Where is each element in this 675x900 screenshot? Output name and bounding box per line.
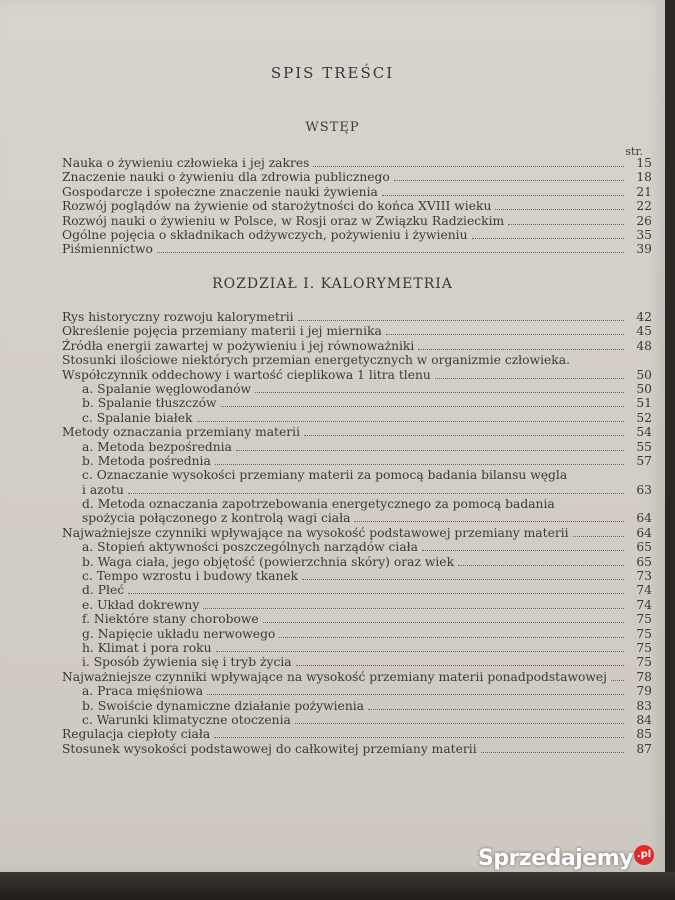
toc-entry bbox=[62, 612, 652, 626]
toc-entry bbox=[62, 569, 652, 583]
toc-entry bbox=[62, 555, 652, 569]
toc-leader-dots bbox=[313, 165, 624, 167]
section-heading-chapter1: ROZDZIAŁ I. KALORYMETRIA bbox=[212, 276, 453, 292]
toc-page-number: 78 bbox=[636, 669, 652, 684]
toc-entry bbox=[62, 199, 652, 213]
toc-entry-title: b. Waga ciała, jego objętość (powierzchnia skóry) oraz wiek bbox=[82, 554, 455, 569]
toc-entry-title: a. Praca mięśniowa bbox=[82, 684, 204, 699]
toc-leader-dots bbox=[495, 208, 624, 210]
toc-leader-dots bbox=[216, 650, 624, 652]
toc-entry bbox=[62, 511, 652, 525]
toc-entry-title: c. Tempo wzrostu i budowy tkanek bbox=[82, 569, 299, 584]
toc-entry-title: Najważniejsze czynniki wpływające na wysokość przemiany materii ponadpodstawowej bbox=[62, 669, 607, 684]
toc-entry-title: Źródła energii zawartej w pożywieniu i jej równoważniki bbox=[62, 338, 415, 353]
section-heading-wstep: WSTĘP bbox=[305, 120, 360, 135]
toc-page-number: 50 bbox=[636, 381, 652, 396]
toc-entry bbox=[62, 583, 652, 597]
toc-entry-title: b. Metoda pośrednia bbox=[82, 453, 211, 468]
toc-list-chapter1 bbox=[62, 310, 652, 756]
toc-page-number: 73 bbox=[636, 569, 652, 584]
toc-entry bbox=[62, 526, 652, 540]
toc-leader-dots bbox=[207, 693, 624, 695]
toc-entry bbox=[62, 411, 652, 425]
toc-leader-dots bbox=[221, 405, 624, 407]
toc-entry bbox=[62, 156, 652, 170]
toc-entry bbox=[62, 228, 652, 242]
watermark-logo: Sprzedajemy bbox=[478, 846, 633, 871]
toc-page-number: 85 bbox=[636, 727, 652, 742]
toc-leader-dots bbox=[611, 679, 624, 681]
toc-entry-title: Piśmiennictwo bbox=[62, 242, 153, 257]
toc-page-number: 48 bbox=[636, 338, 652, 353]
toc-entry-title: d. Płeć bbox=[82, 583, 125, 598]
toc-leader-dots bbox=[435, 377, 624, 379]
toc-leader-dots bbox=[508, 223, 624, 225]
toc-entry-title: Rys historyczny rozwoju kalorymetrii bbox=[62, 310, 294, 324]
toc-entry bbox=[62, 742, 652, 756]
toc-page-number: 75 bbox=[636, 626, 652, 641]
toc-leader-dots bbox=[368, 708, 624, 710]
toc-leader-dots bbox=[573, 535, 624, 537]
toc-entry bbox=[62, 339, 652, 353]
toc-entry-title: Metody oznaczania przemiany materii bbox=[62, 425, 301, 440]
toc-page-number: 35 bbox=[636, 227, 652, 242]
page-column-label: str. bbox=[625, 145, 643, 158]
toc-entry-title: g. Napięcie układu nerwowego bbox=[82, 626, 276, 641]
toc-leader-dots bbox=[472, 237, 624, 239]
toc-leader-dots bbox=[215, 463, 624, 465]
toc-entry bbox=[62, 425, 652, 439]
toc-leader-dots bbox=[302, 578, 624, 580]
toc-entry-title: Stosunki ilościowe niektórych przemian energetycznych w organizmie człowieka. bbox=[62, 353, 571, 368]
toc-page-number: 65 bbox=[636, 540, 652, 555]
toc-leader-dots bbox=[296, 664, 624, 666]
toc-leader-dots bbox=[157, 251, 624, 253]
toc-page-number: 55 bbox=[636, 439, 652, 454]
toc-leader-dots bbox=[386, 333, 624, 335]
toc-leader-dots bbox=[203, 607, 624, 609]
toc-entry-title: Stosunek wysokości podstawowej do całkowitej przemiany materii bbox=[62, 741, 477, 756]
toc-leader-dots bbox=[263, 621, 624, 623]
toc-page-number: 64 bbox=[636, 525, 652, 540]
toc-entry bbox=[62, 353, 652, 367]
toc-page-number: 18 bbox=[636, 170, 652, 185]
toc-entry-title: Współczynnik oddechowy i wartość cieplikowa 1 litra tlenu bbox=[62, 367, 431, 382]
toc-page-number: 64 bbox=[636, 511, 652, 526]
toc-leader-dots bbox=[304, 434, 624, 436]
toc-page-number: 15 bbox=[636, 156, 652, 170]
toc-entry-title: d. Metoda oznaczania zapotrzebowania energetycznego za pomocą badania bbox=[82, 497, 555, 512]
toc-page-number: 51 bbox=[636, 396, 652, 411]
toc-entry bbox=[62, 727, 652, 741]
toc-entry bbox=[62, 310, 652, 324]
toc-entry-title: i. Sposób żywienia się i tryb życia bbox=[82, 655, 292, 670]
toc-leader-dots bbox=[298, 319, 624, 321]
toc-entry-title: c. Warunki klimatyczne otoczenia bbox=[82, 712, 291, 727]
toc-entry-title: Ogólne pojęcia o składnikach odżywczych, pożywieniu i żywieniu bbox=[62, 227, 468, 242]
toc-entry bbox=[62, 540, 652, 554]
toc-leader-dots bbox=[458, 564, 624, 566]
toc-entry bbox=[62, 641, 652, 655]
toc-leader-dots bbox=[255, 391, 624, 393]
toc-leader-dots bbox=[295, 722, 624, 724]
photo-background-edge bbox=[0, 872, 675, 900]
toc-page-number: 83 bbox=[636, 698, 652, 713]
toc-page-number: 75 bbox=[636, 640, 652, 655]
toc-entry bbox=[62, 468, 652, 482]
toc-page-number: 21 bbox=[636, 184, 652, 199]
toc-entry bbox=[62, 170, 652, 184]
toc-entry-title: Rozwój nauki o żywieniu w Polsce, w Rosji oraz w Związku Radzieckim bbox=[62, 213, 505, 228]
toc-entry-title: f. Niektóre stany chorobowe bbox=[82, 612, 259, 627]
toc-leader-dots bbox=[128, 592, 624, 594]
toc-leader-dots bbox=[128, 492, 624, 494]
toc-entry-title: Znaczenie nauki o żywieniu dla zdrowia publicznego bbox=[62, 170, 390, 185]
toc-entry bbox=[62, 670, 652, 684]
toc-entry bbox=[62, 368, 652, 382]
toc-entry-title: h. Klimat i pora roku bbox=[82, 640, 212, 655]
toc-page-number: 63 bbox=[636, 482, 652, 497]
toc-leader-dots bbox=[354, 520, 624, 522]
toc-page-number: 75 bbox=[636, 612, 652, 627]
toc-entry bbox=[62, 699, 652, 713]
toc-entry-title: a. Spalanie węglowodanów bbox=[82, 381, 252, 396]
toc-entry-title: Nauka o żywieniu człowieka i jej zakres bbox=[62, 156, 310, 170]
toc-entry-title: a. Stopień aktywności poszczególnych narządów ciała bbox=[82, 540, 419, 555]
toc-leader-dots bbox=[418, 348, 624, 350]
toc-page-number: 54 bbox=[636, 425, 652, 440]
toc-entry-title: i azotu bbox=[82, 482, 124, 497]
toc-page-number: 75 bbox=[636, 655, 652, 670]
toc-entry bbox=[62, 713, 652, 727]
page-title: SPIS TREŚCI bbox=[270, 64, 395, 82]
toc-page-number: 84 bbox=[636, 712, 652, 727]
toc-entry-title: a. Metoda bezpośrednia bbox=[82, 439, 232, 454]
toc-entry-title: c. Oznaczanie wysokości przemiany materii za pomocą badania bilansu węgla bbox=[82, 468, 568, 483]
toc-entry bbox=[62, 382, 652, 396]
toc-page-number: 22 bbox=[636, 199, 652, 214]
toc-leader-dots bbox=[382, 194, 624, 196]
toc-entry-title: Określenie pojęcia przemiany materii i jej miernika bbox=[62, 324, 382, 339]
toc-entry bbox=[62, 627, 652, 641]
toc-entry bbox=[62, 684, 652, 698]
toc-entry bbox=[62, 497, 652, 511]
toc-entry bbox=[62, 655, 652, 669]
toc-page-number: 87 bbox=[636, 741, 652, 756]
toc-entry bbox=[62, 440, 652, 454]
toc-entry bbox=[62, 483, 652, 497]
toc-entry-title: b. Spalanie tłuszczów bbox=[82, 396, 217, 411]
toc-list-intro bbox=[62, 156, 652, 257]
toc-entry-title: Rozwój poglądów na żywienie od starożytności do końca XVIII wieku bbox=[62, 199, 492, 214]
toc-leader-dots bbox=[279, 636, 624, 638]
toc-page-number: 79 bbox=[636, 684, 652, 699]
toc-page-number: 52 bbox=[636, 410, 652, 425]
toc-page-number: 74 bbox=[636, 583, 652, 598]
toc-leader-dots bbox=[197, 420, 624, 422]
toc-entry-title: Najważniejsze czynniki wpływające na wysokość podstawowej przemiany materii bbox=[62, 525, 569, 540]
toc-page-number: 50 bbox=[636, 367, 652, 382]
toc-entry bbox=[62, 214, 652, 228]
toc-page-number: 26 bbox=[636, 213, 652, 228]
toc-leader-dots bbox=[394, 179, 624, 181]
toc-entry-title: c. Spalanie białek bbox=[82, 410, 193, 425]
toc-entry-title: Gospodarcze i społeczne znaczenie nauki żywienia bbox=[62, 184, 378, 199]
toc-entry-title: b. Swoiście dynamiczne działanie pożywienia bbox=[82, 698, 365, 713]
toc-entry-title: e. Układ dokrewny bbox=[82, 597, 200, 612]
toc-entry bbox=[62, 454, 652, 468]
toc-entry-title: spożycia połączonego z kontrolą wagi ciała bbox=[82, 511, 351, 526]
toc-page-number: 65 bbox=[636, 554, 652, 569]
toc-leader-dots bbox=[236, 449, 624, 451]
toc-entry bbox=[62, 324, 652, 338]
toc-page-number: 57 bbox=[636, 453, 652, 468]
toc-entry bbox=[62, 396, 652, 410]
toc-page-number: 45 bbox=[636, 324, 652, 339]
toc-entry bbox=[62, 185, 652, 199]
toc-page-number: 39 bbox=[636, 242, 652, 257]
toc-leader-dots bbox=[422, 549, 624, 551]
toc-leader-dots bbox=[214, 736, 624, 738]
toc-leader-dots bbox=[481, 751, 624, 753]
toc-entry-title: Regulacja ciepłoty ciała bbox=[62, 727, 211, 742]
toc-page-number: 42 bbox=[636, 310, 652, 324]
watermark-badge: .pl bbox=[634, 845, 654, 865]
toc-entry bbox=[62, 598, 652, 612]
toc-entry bbox=[62, 242, 652, 256]
toc-page-number: 74 bbox=[636, 597, 652, 612]
